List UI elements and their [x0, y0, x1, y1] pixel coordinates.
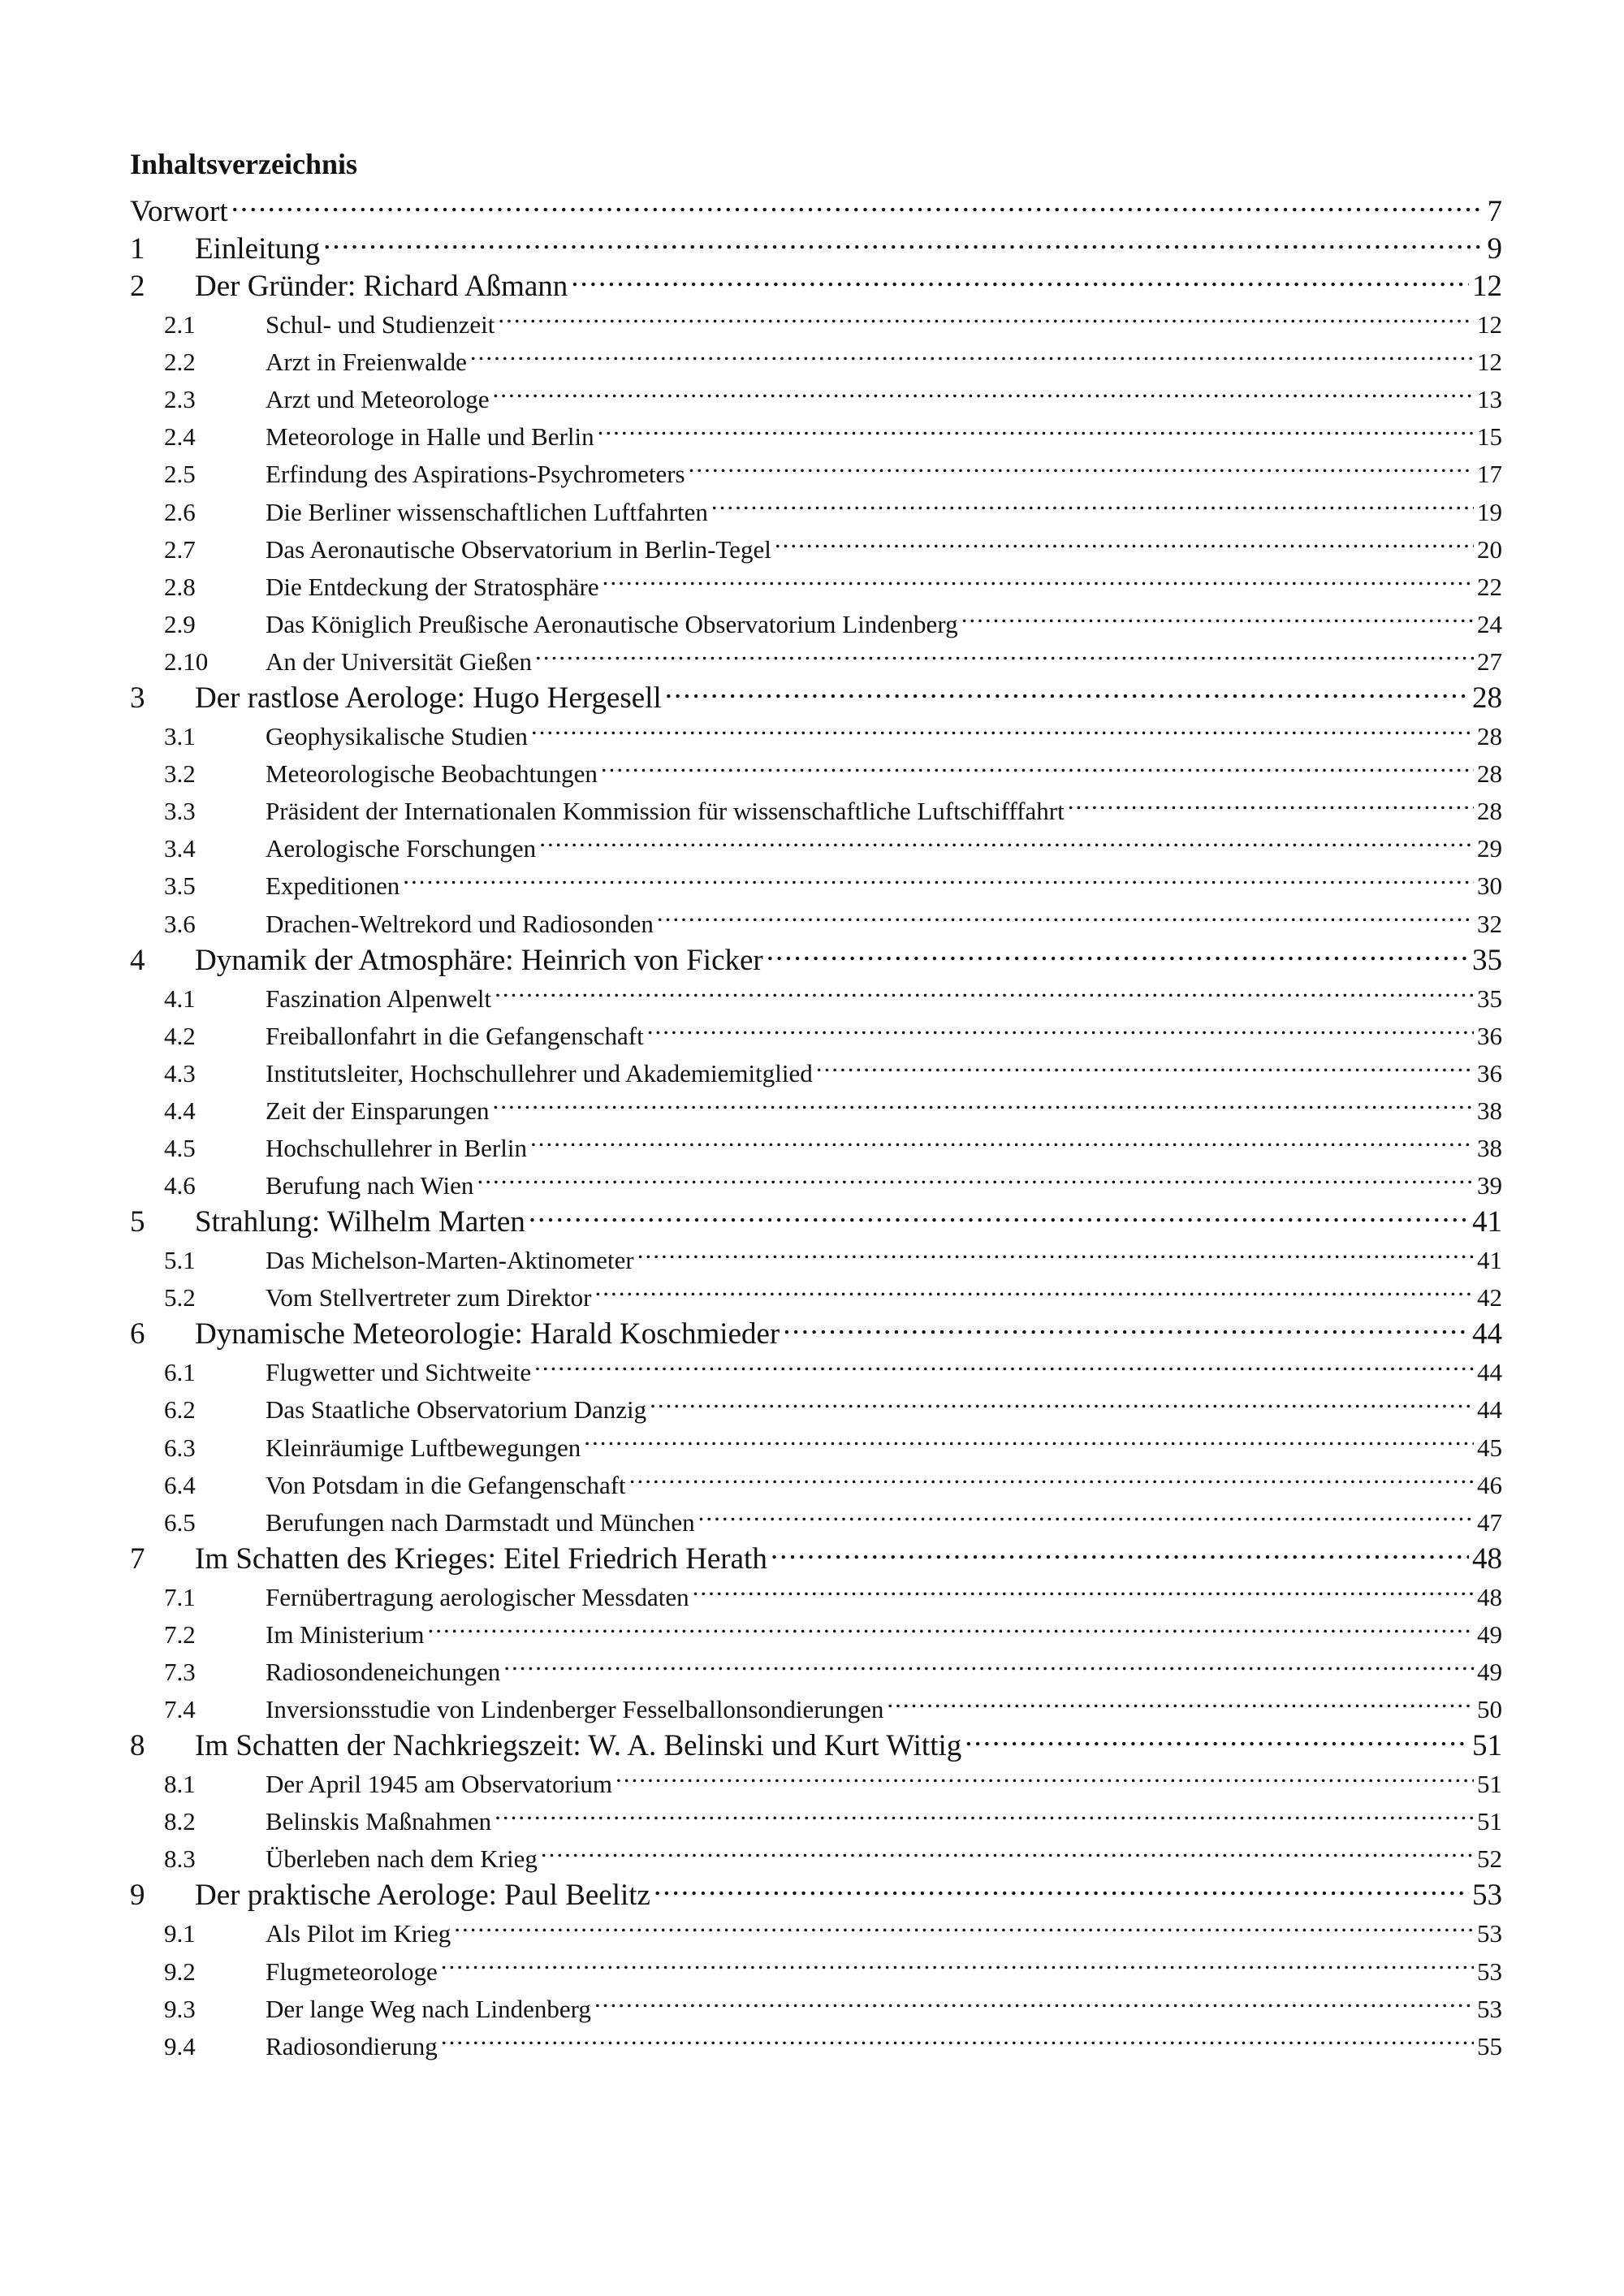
- toc-entry-page: 36: [1477, 1058, 1502, 1087]
- toc-entry-title: Einleitung: [195, 232, 321, 266]
- toc-entry-title: Drachen-Weltrekord und Radiosonden: [266, 909, 654, 938]
- toc-leader-dots: [601, 745, 1474, 782]
- toc-entry-title: Geophysikalische Studien: [266, 722, 528, 751]
- toc-entry-number: 2.6: [164, 497, 196, 526]
- toc-entry-number: 3.6: [164, 909, 196, 938]
- toc-leader-dots: [498, 296, 1474, 333]
- toc-leader-dots: [689, 445, 1474, 482]
- toc-leader-dots: [816, 1044, 1474, 1082]
- toc-leader-dots: [629, 1456, 1474, 1494]
- toc-leader-dots: [427, 1606, 1474, 1643]
- toc-entry-title: Strahlung: Wilhelm Marten: [195, 1205, 525, 1239]
- toc-entry-page: 52: [1477, 1844, 1502, 1874]
- toc-leader-dots: [698, 1494, 1474, 1531]
- toc-entry-page: 7: [1487, 195, 1502, 228]
- toc-entry-page: 12: [1472, 270, 1502, 303]
- toc-entry-number: 5: [130, 1205, 145, 1239]
- toc-entry-title: Belinskis Maßnahmen: [266, 1807, 492, 1836]
- toc-entry-title: Faszination Alpenwelt: [266, 984, 492, 1013]
- toc-leader-dots: [711, 482, 1474, 520]
- toc-entry-number: 1: [130, 232, 145, 266]
- toc-leader-dots: [477, 1157, 1474, 1194]
- toc-leader-dots: [231, 184, 1484, 221]
- toc-entry-page: 28: [1477, 722, 1502, 751]
- toc-entry-page: 48: [1477, 1582, 1502, 1611]
- toc-entry-number: 2.9: [164, 609, 196, 638]
- toc-entry-page: 44: [1472, 1317, 1502, 1351]
- toc-entry-page: 22: [1477, 572, 1502, 601]
- toc-page: [130, 146, 1502, 2060]
- toc-entry-title: Das Staatliche Observatorium Danzig: [266, 1395, 647, 1425]
- toc-leader-dots: [594, 1980, 1474, 2017]
- toc-entry-title: Im Schatten des Krieges: Eitel Friedrich Herath: [195, 1541, 767, 1576]
- toc-leader-dots: [441, 1942, 1474, 1979]
- toc-entry-title: Flugwetter und Sichtweite: [266, 1358, 532, 1387]
- toc-entry-title: Expeditionen: [266, 871, 400, 901]
- toc-entry-number: 6.3: [164, 1433, 196, 1462]
- toc-leader-dots: [637, 1231, 1474, 1269]
- toc-leader-dots: [495, 1792, 1474, 1830]
- toc-entry-number: 4.1: [164, 984, 196, 1013]
- toc-entry-number: 2.2: [164, 348, 196, 377]
- toc-entry-page: 13: [1477, 385, 1502, 414]
- toc-list: [130, 184, 1502, 2060]
- toc-entry-page: 9: [1487, 232, 1502, 266]
- toc-leader-dots: [1068, 782, 1474, 819]
- toc-leader-dots: [965, 1718, 1469, 1755]
- toc-entry-number: 6.1: [164, 1358, 196, 1387]
- toc-entry-page: 27: [1477, 646, 1502, 676]
- toc-entry-page: 51: [1472, 1729, 1502, 1763]
- toc-entry-title: Meteorologe in Halle und Berlin: [266, 422, 594, 452]
- toc-entry-page: 53: [1477, 1957, 1502, 1986]
- toc-entry-page: 15: [1477, 422, 1502, 452]
- toc-entry-number: 2.1: [164, 310, 196, 339]
- toc-entry-number: 5.1: [164, 1246, 196, 1275]
- toc-leader-dots: [887, 1680, 1474, 1718]
- toc-entry-title: Radiosondierung: [266, 2031, 438, 2060]
- toc-entry-title: Im Schatten der Nachkriegszeit: W. A. Belinski und Kurt Wittig: [195, 1729, 962, 1763]
- toc-entry-number: 6.4: [164, 1470, 196, 1499]
- toc-entry-title: Dynamik der Atmosphäre: Heinrich von Ficker: [195, 943, 763, 977]
- toc-entry-number: 3.5: [164, 871, 196, 901]
- toc-entry-number: 7.1: [164, 1582, 196, 1611]
- toc-entry-number: 2.10: [164, 646, 209, 676]
- toc-leader-dots: [403, 857, 1474, 894]
- toc-entry-number: 3.1: [164, 722, 196, 751]
- toc-entry-title: Schul- und Studienzeit: [266, 310, 495, 339]
- toc-entry-title: Erfindung des Aspirations-Psychrometers: [266, 460, 685, 489]
- toc-leader-dots: [783, 1306, 1469, 1343]
- toc-entry-title: Das Michelson-Marten-Aktinometer: [266, 1246, 634, 1275]
- toc-entry-number: 9.2: [164, 1957, 196, 1986]
- toc-entry-page: 24: [1477, 609, 1502, 638]
- toc-entry-title: Die Berliner wissenschaftlichen Luftfahrten: [266, 497, 708, 526]
- toc-entry-number: 7.4: [164, 1695, 196, 1724]
- toc-leader-dots: [961, 595, 1474, 633]
- toc-entry-title: Dynamische Meteorologie: Harald Koschmieder: [195, 1317, 780, 1351]
- toc-entry-title: Als Pilot im Krieg: [266, 1919, 451, 1948]
- toc-entry-number: 4.6: [164, 1171, 196, 1200]
- toc-entry-page: 39: [1477, 1171, 1502, 1200]
- toc-leader-dots: [534, 1343, 1474, 1381]
- toc-entry-title: Vom Stellvertreter zum Direktor: [266, 1283, 592, 1312]
- toc-entry-title: Der Gründer: Richard Aßmann: [195, 270, 568, 303]
- toc-entry-number: 3.2: [164, 759, 196, 789]
- toc-entry-number: 6: [130, 1317, 145, 1351]
- toc-leader-dots: [594, 1269, 1474, 1306]
- toc-entry-page: 35: [1472, 943, 1502, 977]
- toc-entry-number: 9: [130, 1879, 145, 1913]
- toc-leader-dots: [503, 1643, 1474, 1680]
- toc-leader-dots: [598, 408, 1474, 445]
- toc-heading: Inhaltsverzeichnis: [130, 148, 358, 180]
- toc-leader-dots: [657, 894, 1474, 932]
- toc-entry-page: 46: [1477, 1470, 1502, 1499]
- toc-entry-number: 8.2: [164, 1807, 196, 1836]
- toc-entry-title: Vorwort: [130, 195, 228, 228]
- toc-entry-number: 7.2: [164, 1619, 196, 1649]
- toc-entry-number: 7: [130, 1541, 145, 1576]
- toc-entry-number: 2.4: [164, 422, 196, 452]
- toc-leader-dots: [492, 370, 1474, 408]
- toc-entry-page: 35: [1477, 984, 1502, 1013]
- toc-entry-number: 6.2: [164, 1395, 196, 1425]
- toc-entry-page: 29: [1477, 834, 1502, 863]
- toc-entry-page: 53: [1472, 1879, 1502, 1913]
- toc-leader-dots: [530, 1119, 1474, 1157]
- toc-entry-title: Im Ministerium: [266, 1619, 425, 1649]
- toc-leader-dots: [650, 1381, 1474, 1418]
- toc-entry-page: 47: [1477, 1507, 1502, 1537]
- toc-entry-title: Der rastlose Aerologe: Hugo Hergesell: [195, 681, 662, 715]
- toc-entry-number: 2.5: [164, 460, 196, 489]
- toc-entry-title: Arzt und Meteorologe: [266, 385, 490, 414]
- toc-leader-dots: [584, 1418, 1474, 1455]
- toc-leader-dots: [775, 521, 1474, 558]
- toc-entry-page: 50: [1477, 1695, 1502, 1724]
- toc-entry-number: 3.3: [164, 797, 196, 826]
- toc-entry-page: 32: [1477, 909, 1502, 938]
- toc-entry-page: 55: [1477, 2031, 1502, 2060]
- toc-entry-page: 49: [1477, 1619, 1502, 1649]
- toc-entry-title: Arzt in Freienwalde: [266, 348, 467, 377]
- toc-leader-dots: [531, 707, 1474, 745]
- toc-leader-dots: [535, 633, 1474, 670]
- toc-entry-page: 28: [1477, 759, 1502, 789]
- toc-entry-number: 3: [130, 681, 145, 715]
- toc-leader-dots: [647, 1007, 1474, 1044]
- toc-entry-title: Berufung nach Wien: [266, 1171, 474, 1200]
- toc-entry-title: Freiballonfahrt in die Gefangenschaft: [266, 1021, 644, 1050]
- toc-entry-number: 7.3: [164, 1658, 196, 1686]
- toc-leader-dots: [323, 221, 1484, 258]
- toc-entry-number: 3.4: [164, 834, 196, 863]
- toc-entry-page: 53: [1477, 1919, 1502, 1948]
- toc-entry-title: Der praktische Aerologe: Paul Beelitz: [195, 1879, 650, 1913]
- toc-entry-page: 51: [1477, 1770, 1502, 1799]
- toc-entry-number: 5.2: [164, 1283, 196, 1312]
- toc-entry-title: Meteorologische Beobachtungen: [266, 759, 598, 789]
- toc-entry-page: 48: [1472, 1541, 1502, 1576]
- toc-entry-title: Institutsleiter, Hochschullehrer und Akademiemitglied: [266, 1058, 813, 1087]
- toc-entry-page: 45: [1477, 1433, 1502, 1462]
- toc-entry-number: 4.4: [164, 1096, 196, 1125]
- toc-entry-number: 9.4: [164, 2031, 196, 2060]
- toc-entry-number: 9.3: [164, 1994, 196, 2023]
- toc-leader-dots: [665, 670, 1469, 707]
- toc-entry-title: Berufungen nach Darmstadt und München: [266, 1507, 695, 1537]
- toc-entry-page: 17: [1477, 460, 1502, 489]
- toc-entry-number: 4: [130, 943, 145, 977]
- toc-entry-title: Zeit der Einsparungen: [266, 1096, 490, 1125]
- toc-entry-page: 38: [1477, 1133, 1502, 1162]
- toc-entry-number: 9.1: [164, 1919, 196, 1948]
- toc-leader-dots: [470, 333, 1474, 370]
- toc-entry-page: 53: [1477, 1994, 1502, 2023]
- toc-entry[interactable]: [130, 184, 1502, 228]
- toc-entry-page: 20: [1477, 534, 1502, 564]
- toc-leader-dots: [603, 558, 1474, 595]
- toc-entry-page: 41: [1477, 1246, 1502, 1275]
- toc-entry-title: Der lange Weg nach Lindenberg: [266, 1994, 591, 2023]
- toc-leader-dots: [541, 1830, 1474, 1867]
- toc-entry[interactable]: [130, 221, 1502, 266]
- toc-entry-page: 28: [1472, 681, 1502, 715]
- toc-entry-number: 8: [130, 1729, 145, 1763]
- toc-leader-dots: [539, 819, 1474, 857]
- toc-entry-title: Das Königlich Preußische Aeronautische Observatorium Lindenberg: [266, 609, 958, 638]
- toc-leader-dots: [529, 1194, 1469, 1231]
- toc-leader-dots: [454, 1905, 1474, 1942]
- toc-entry-title: Der April 1945 am Observatorium: [266, 1770, 613, 1799]
- toc-entry-title: Aerologische Forschungen: [266, 834, 537, 863]
- toc-leader-dots: [495, 970, 1474, 1007]
- toc-entry-number: 2.8: [164, 572, 196, 601]
- toc-entry-number: 4.2: [164, 1021, 196, 1050]
- toc-entry-title: Inversionsstudie von Lindenberger Fesselballonsondierungen: [266, 1695, 884, 1724]
- toc-entry-page: 44: [1477, 1358, 1502, 1387]
- toc-entry[interactable]: [130, 258, 1502, 303]
- toc-entry-page: 30: [1477, 871, 1502, 901]
- toc-entry-title: Flugmeteorologe: [266, 1957, 438, 1986]
- toc-leader-dots: [615, 1755, 1474, 1792]
- toc-entry-title: Das Aeronautische Observatorium in Berlin-Tegel: [266, 534, 771, 564]
- toc-entry-page: 44: [1477, 1395, 1502, 1425]
- toc-entry-page: 51: [1477, 1807, 1502, 1836]
- toc-entry-title: Überleben nach dem Krieg: [266, 1844, 538, 1874]
- toc-leader-dots: [492, 1082, 1474, 1119]
- toc-leader-dots: [441, 2017, 1474, 2055]
- toc-entry-title: Von Potsdam in die Gefangenschaft: [266, 1470, 626, 1499]
- toc-entry-page: 42: [1477, 1283, 1502, 1312]
- toc-entry-title: Kleinräumige Luftbewegungen: [266, 1433, 581, 1462]
- toc-leader-dots: [771, 1531, 1469, 1568]
- toc-entry-title: Radiosondeneichungen: [266, 1658, 501, 1686]
- toc-entry-page: 49: [1477, 1658, 1502, 1686]
- toc-entry-title: An der Universität Gießen: [266, 646, 532, 676]
- toc-entry-number: 2.7: [164, 534, 196, 564]
- toc-leader-dots: [767, 932, 1469, 970]
- toc-entry-number: 2: [130, 270, 145, 303]
- toc-entry-title: Hochschullehrer in Berlin: [266, 1133, 527, 1162]
- toc-entry-page: 28: [1477, 797, 1502, 826]
- toc-entry-page: 38: [1477, 1096, 1502, 1125]
- toc-entry-title: Fernübertragung aerologischer Messdaten: [266, 1582, 689, 1611]
- toc-entry-number: 4.5: [164, 1133, 196, 1162]
- toc-entry-number: 2.3: [164, 385, 196, 414]
- toc-leader-dots: [654, 1867, 1469, 1905]
- toc-entry-page: 36: [1477, 1021, 1502, 1050]
- toc-entry-number: 4.3: [164, 1058, 196, 1087]
- toc-entry-title: Die Entdeckung der Stratosphäre: [266, 572, 599, 601]
- toc-entry-number: 8.1: [164, 1770, 196, 1799]
- toc-leader-dots: [693, 1568, 1474, 1606]
- toc-entry-page: 19: [1477, 497, 1502, 526]
- toc-leader-dots: [571, 258, 1469, 296]
- toc-entry-page: 41: [1472, 1205, 1502, 1239]
- toc-entry-page: 12: [1477, 348, 1502, 377]
- toc-entry-title: Präsident der Internationalen Kommission für wissenschaftliche Luftschifffahrt: [266, 797, 1065, 826]
- toc-entry-number: 8.3: [164, 1844, 196, 1874]
- toc-entry-number: 6.5: [164, 1507, 196, 1537]
- toc-entry-page: 12: [1477, 310, 1502, 339]
